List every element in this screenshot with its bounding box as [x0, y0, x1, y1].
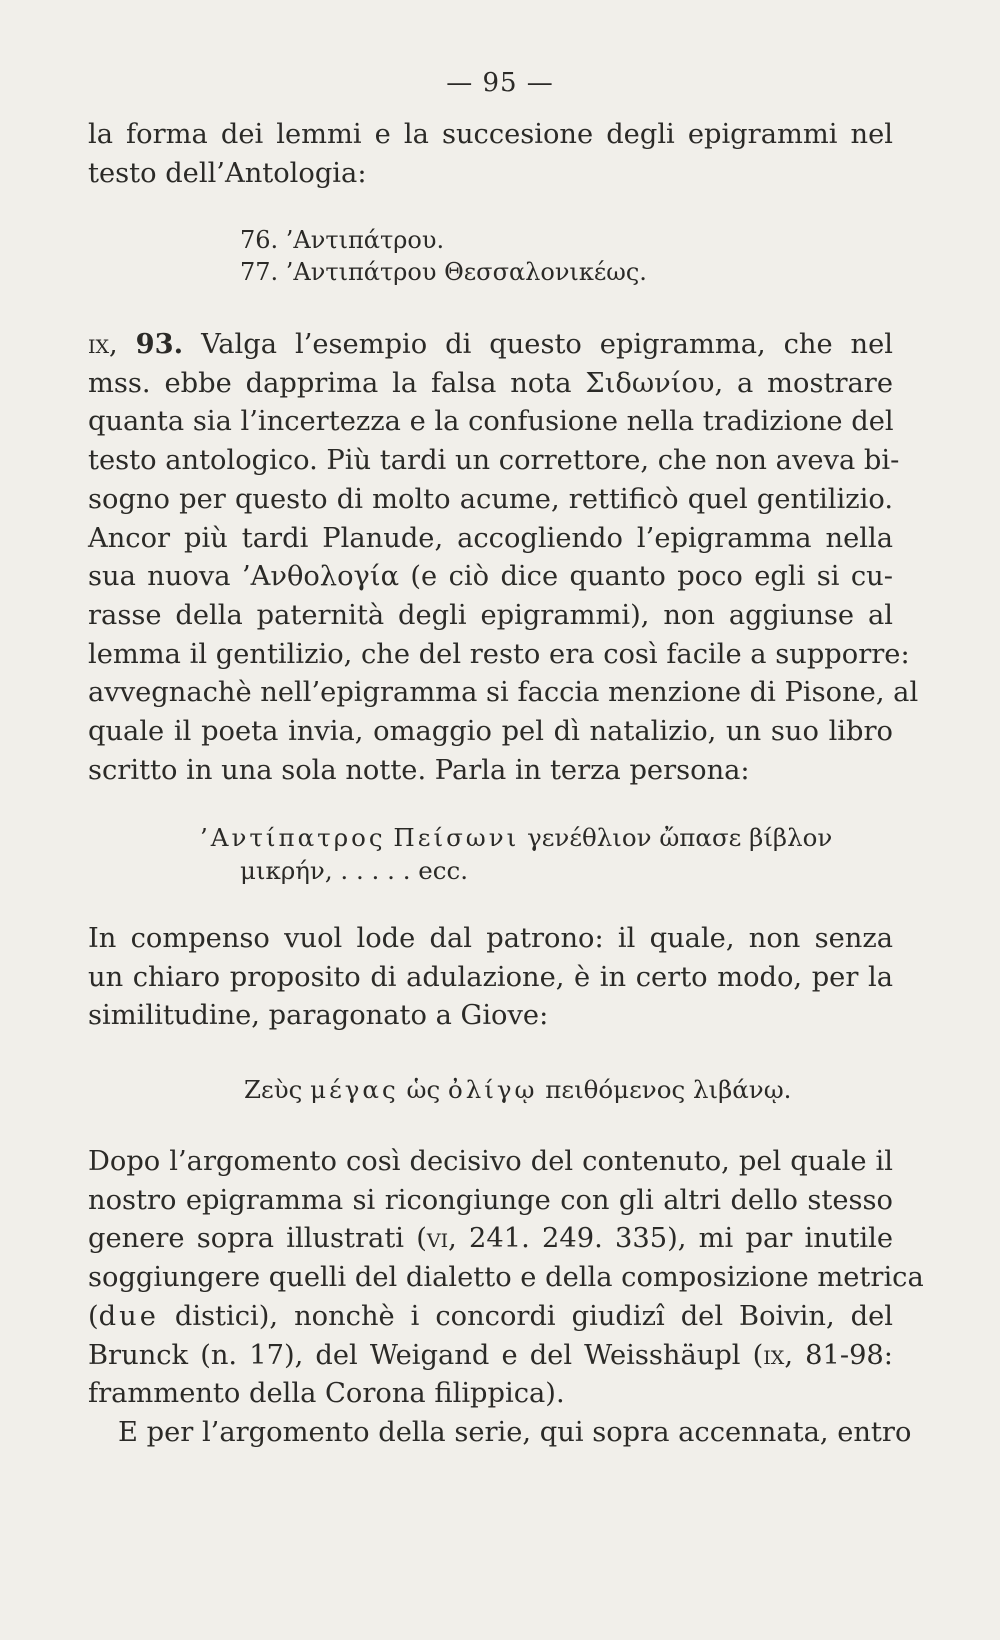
book-reference: ix: [88, 329, 110, 360]
text-line: soggiungere quelli del dialetto e della composizione metrica: [88, 1262, 924, 1294]
text-line: lemma il gentilizio, che del resto era così facile a supporre:: [88, 638, 910, 670]
text-line: [88, 1337, 893, 1376]
paragraph-ix-93: [88, 325, 919, 790]
spaced-word: due: [98, 1300, 159, 1332]
text-line: sua nuova ’Ανθολογία (e ciò dice quanto poco egli si cu-: [88, 561, 893, 593]
text-line: frammento della Corona filippica).: [88, 1378, 565, 1410]
greek-text: πειθόμενος λιβάνῳ.: [545, 1075, 792, 1104]
lemma-76: 76. ’Αντιπάτρου.: [240, 226, 445, 254]
book-reference: vi: [426, 1223, 449, 1255]
text-line: scritto in una sola notte. Parla in terza persona:: [88, 754, 750, 786]
text-line: similitudine, paragonato a Giove:: [88, 1000, 549, 1032]
greek-word: Ζεὺς: [244, 1075, 303, 1104]
paragraph-compenso: [88, 920, 893, 1036]
greek-word: μέγας: [310, 1075, 399, 1104]
text-line: avvegnachè nell’epigramma si faccia menzione di Pisone, al: [88, 677, 919, 709]
text-line: Ancor più tardi Planude, accogliendo l’epigramma nella: [88, 522, 893, 554]
text-line: nostro epigramma si ricongiunge con gli altri dello stesso: [88, 1184, 893, 1216]
greek-quote-line: [200, 822, 832, 854]
paragraph-intro: [88, 116, 893, 193]
text-line: Dopo l’argomento così decisivo del contenuto, pel quale il: [88, 1146, 893, 1177]
text-fragment: (: [88, 1300, 99, 1332]
text-line: la forma dei lemmi e la succesione degli epigrammi nel: [88, 119, 893, 150]
greek-text: γενέθλιον ὤπασε βίβλον: [527, 823, 833, 852]
greek-word: ὀλίγῳ: [447, 1075, 538, 1104]
text-fragment: distici), nonchè i concordi giudizî del Boivin, del: [158, 1300, 893, 1332]
text-line: sogno per questo di molto acume, rettificò quel gentilizio.: [88, 483, 893, 515]
greek-word: ὡς: [406, 1075, 441, 1104]
greek-word: ’Αντίπατρος: [200, 823, 386, 852]
epigram-number: 93.: [135, 328, 184, 360]
greek-quote-line: μικρήν, . . . . . ecc.: [240, 856, 469, 885]
text-line: [88, 1220, 893, 1259]
text-line: quale il poeta invia, omaggio pel dì natalizio, un suo libro: [88, 716, 893, 748]
paragraph-dopo: [88, 1143, 924, 1453]
text-line: testo antologico. Più tardi un correttore, che non aveva bi-: [88, 445, 900, 477]
greek-word: Πείσωνι: [393, 823, 520, 852]
text-line: quanta sia l’incertezza e la confusione nella tradizione del: [88, 406, 894, 438]
text-line: testo dell’Antologia:: [88, 157, 367, 189]
text-line: mss. ebbe dapprima la falsa nota Σιδωνίου, a mostrare: [88, 367, 893, 399]
greek-quote-line: [244, 1074, 791, 1106]
text-line: rasse della paternità degli epigrammi), non aggiunse al: [88, 599, 893, 631]
text-fragment: genere sopra illustrati (: [88, 1223, 427, 1255]
text-fragment: Valga l’esempio di questo epigramma, che nel: [183, 329, 893, 360]
text-line: [88, 1298, 893, 1337]
book-reference: ix: [763, 1339, 785, 1371]
text-fragment: , 81-98:: [784, 1339, 893, 1371]
text-fragment: , 241. 249. 335), mi par inutile: [448, 1223, 893, 1255]
text-line: ix, 93. Valga l’esempio di questo epigramma, che nel: [88, 328, 893, 360]
text-line: E per l’argomento della serie, qui sopra accennata, entro: [118, 1416, 912, 1448]
page-number: — 95 —: [446, 68, 554, 98]
text-line: In compenso vuol lode dal patrono: il quale, non senza: [88, 923, 893, 954]
text-fragment: Brunck (n. 17), del Weigand e del Weisshäupl (: [88, 1339, 764, 1371]
text-line: un chiaro proposito di adulazione, è in certo modo, per la: [88, 961, 893, 993]
lemma-77: 77. ’Αντιπάτρου Θεσσαλονικέως.: [240, 258, 647, 286]
